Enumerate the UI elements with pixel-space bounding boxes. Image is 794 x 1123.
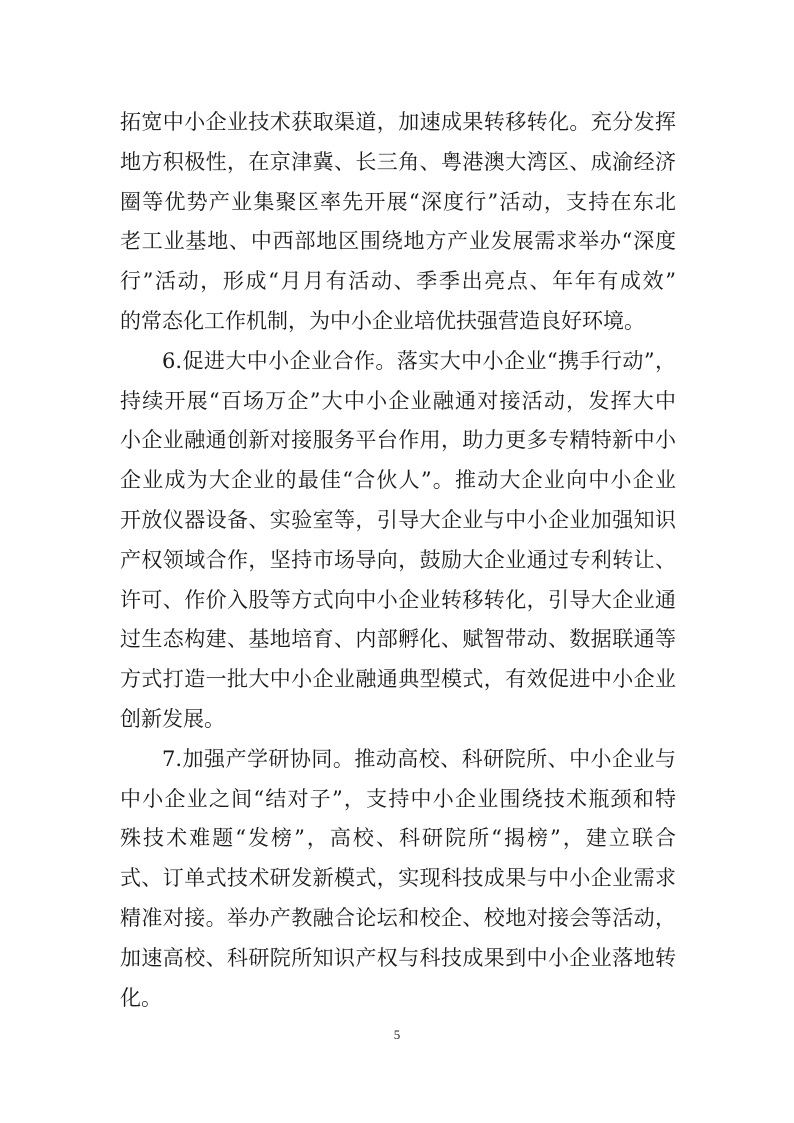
text-line: 企业成为大企业的最佳“合伙人”。推动大企业向中小企业 — [120, 468, 676, 493]
text-line: 的常态化工作机制，为中小企业培优扶强营造良好环境。 — [120, 308, 645, 333]
paragraph-7-industry-academia — [120, 740, 676, 1019]
text-line: 拓宽中小企业技术获取渠道，加速成果转移转化。充分发挥 — [120, 110, 676, 134]
text-line: 7.加强产学研协同。推动高校、科研院所、中小企业与 — [162, 746, 676, 771]
paragraph-6-promote-cooperation — [120, 342, 676, 740]
text-line: 化。 — [120, 985, 162, 1010]
text-line: 精准对接。举办产教融合论坛和校企、校地对接会等活动， — [120, 905, 676, 930]
text-line: 老工业基地、中西部地区围绕地方产业发展需求举办“深度 — [120, 229, 676, 254]
text-line: 6.促进大中小企业合作。落实大中小企业“携手行动”， — [162, 348, 676, 373]
body-text — [120, 103, 676, 1018]
text-line: 小企业融通创新对接服务平台作用，助力更多专精特新中小 — [120, 428, 676, 453]
text-line: 圈等优势产业集聚区率先开展“深度行”活动，支持在东北 — [120, 189, 676, 214]
text-line: 地方积极性，在京津冀、长三角、粤港澳大湾区、成渝经济 — [120, 149, 676, 174]
text-line: 开放仪器设备、实验室等，引导大企业与中小企业加强知识 — [120, 507, 676, 532]
paragraph-continuation — [120, 103, 676, 342]
text-line: 中小企业之间“结对子”，支持中小企业围绕技术瓶颈和特 — [120, 786, 676, 811]
page-number: 5 — [393, 1027, 401, 1042]
text-line: 殊技术难题“发榜”，高校、科研院所“揭榜”，建立联合 — [120, 826, 676, 851]
text-line: 加速高校、科研院所知识产权与科技成果到中小企业落地转 — [120, 945, 676, 970]
text-line: 式、订单式技术研发新模式，实现科技成果与中小企业需求 — [120, 866, 676, 891]
text-line: 过生态构建、基地培育、内部孵化、赋智带动、数据联通等 — [120, 627, 676, 652]
text-line: 产权领域合作，坚持市场导向，鼓励大企业通过专利转让、 — [120, 547, 676, 572]
text-line: 方式打造一批大中小企业融通典型模式，有效促进中小企业 — [120, 667, 676, 692]
text-line: 持续开展“百场万企”大中小企业融通对接活动，发挥大中 — [120, 388, 676, 413]
text-line: 许可、作价入股等方式向中小企业转移转化，引导大企业通 — [120, 587, 676, 612]
text-line: 创新发展。 — [120, 706, 225, 731]
text-line: 行”活动，形成“月月有活动、季季出亮点、年年有成效” — [120, 269, 676, 294]
